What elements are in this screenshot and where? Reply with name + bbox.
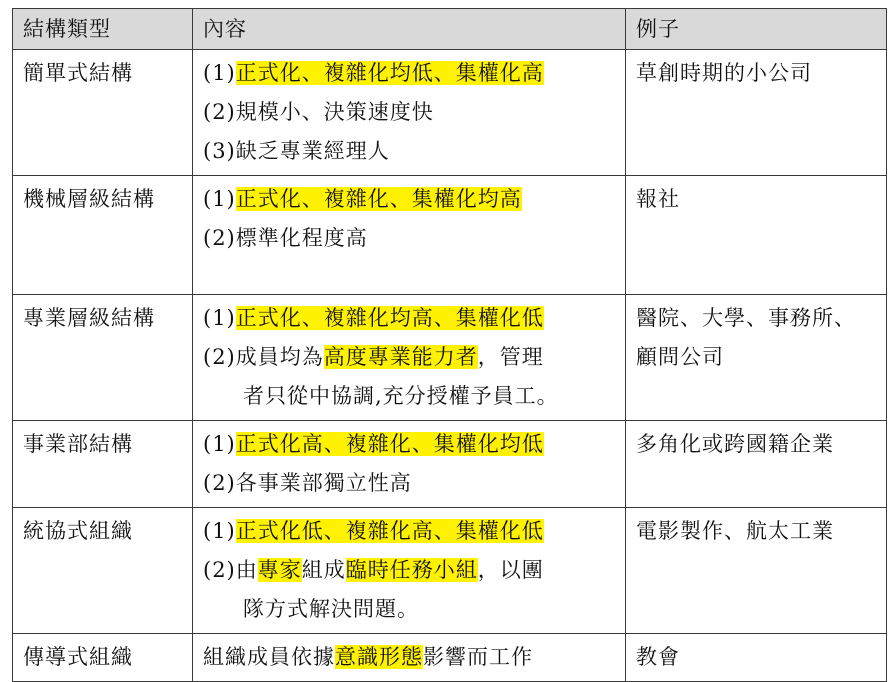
example-cell bbox=[626, 634, 887, 682]
content-text: (2)標準化程度高 bbox=[203, 226, 368, 250]
content-text: (2)成員均為 bbox=[203, 345, 324, 369]
table-row bbox=[13, 634, 887, 682]
content-line bbox=[203, 299, 615, 338]
header-content: 內容 bbox=[193, 9, 626, 50]
content-cell bbox=[193, 421, 626, 508]
content-text: (2)由 bbox=[203, 558, 258, 582]
content-line bbox=[203, 590, 615, 629]
highlighted-text: 高度專業能力者 bbox=[323, 345, 478, 369]
example-text: 草創時期的小公司 bbox=[636, 61, 812, 85]
content-line bbox=[203, 512, 615, 551]
content-cell bbox=[193, 50, 626, 176]
content-text: (1) bbox=[203, 61, 236, 85]
content-cell bbox=[193, 508, 626, 634]
table-row bbox=[13, 508, 887, 634]
content-cell bbox=[193, 634, 626, 682]
table-row bbox=[13, 421, 887, 508]
highlighted-text: 正式化、複雜化、集權化均高 bbox=[235, 187, 522, 211]
content-text: (3)缺乏專業經理人 bbox=[203, 139, 390, 163]
highlighted-text: 正式化高、複雜化、集權化均低 bbox=[235, 432, 544, 456]
content-text: 影響而工作 bbox=[423, 645, 533, 669]
structure-type-cell: 統協式組織 bbox=[13, 508, 193, 634]
example-text: 電影製作、航太工業 bbox=[636, 519, 834, 543]
content-line bbox=[203, 551, 615, 590]
table-row bbox=[13, 176, 887, 295]
table-row bbox=[13, 295, 887, 421]
table-row bbox=[13, 50, 887, 176]
content-line bbox=[203, 132, 615, 171]
content-cell bbox=[193, 295, 626, 421]
highlighted-text: 臨時任務小組 bbox=[345, 558, 478, 582]
highlighted-text: 正式化、複雜化均低、集權化高 bbox=[235, 61, 544, 85]
content-line bbox=[203, 464, 615, 503]
highlighted-text: 意識形態 bbox=[335, 645, 423, 669]
content-text: 組織成員依據 bbox=[203, 645, 335, 669]
example-text: 教會 bbox=[636, 645, 680, 669]
example-text: 報社 bbox=[636, 187, 680, 211]
content-line bbox=[203, 638, 615, 677]
content-text: (1) bbox=[203, 187, 236, 211]
header-type: 結構類型 bbox=[13, 9, 193, 50]
content-cell bbox=[193, 176, 626, 295]
example-cell bbox=[626, 508, 887, 634]
example-cell bbox=[626, 176, 887, 295]
example-cell bbox=[626, 50, 887, 176]
content-text: (2)各事業部獨立性高 bbox=[203, 471, 412, 495]
content-text: ，管理 bbox=[477, 345, 544, 369]
content-text: (2)規模小、決策速度快 bbox=[203, 100, 434, 124]
content-text: 隊方式解決問題。 bbox=[243, 597, 419, 621]
content-line bbox=[203, 338, 615, 377]
header-example: 例子 bbox=[626, 9, 887, 50]
header-row bbox=[13, 9, 887, 50]
structure-types-table bbox=[12, 8, 887, 682]
example-text: 多角化或跨國籍企業 bbox=[636, 432, 834, 456]
example-text: 顧問公司 bbox=[636, 345, 724, 369]
content-line bbox=[203, 180, 615, 219]
content-line bbox=[203, 377, 615, 416]
example-text: 醫院、大學、事務所、 bbox=[636, 306, 856, 330]
content-text: (1) bbox=[203, 519, 236, 543]
content-line bbox=[203, 54, 615, 93]
content-line bbox=[203, 93, 615, 132]
table-body bbox=[13, 50, 887, 682]
structure-type-cell: 專業層級結構 bbox=[13, 295, 193, 421]
content-text: 者只從中協調,充分授權予員工。 bbox=[243, 384, 559, 408]
content-text: (1) bbox=[203, 432, 236, 456]
content-text: ，以團 bbox=[477, 558, 544, 582]
structure-type-cell: 傳導式組織 bbox=[13, 634, 193, 682]
highlighted-text: 正式化低、複雜化高、集權化低 bbox=[235, 519, 544, 543]
example-cell bbox=[626, 421, 887, 508]
content-line bbox=[203, 219, 615, 258]
highlighted-text: 專家 bbox=[257, 558, 302, 582]
highlighted-text: 正式化、複雜化均高、集權化低 bbox=[235, 306, 544, 330]
example-cell bbox=[626, 295, 887, 421]
content-text: (1) bbox=[203, 306, 236, 330]
structure-type-cell: 機械層級結構 bbox=[13, 176, 193, 295]
content-line bbox=[203, 425, 615, 464]
content-text: 組成 bbox=[301, 558, 346, 582]
structure-type-cell: 事業部結構 bbox=[13, 421, 193, 508]
structure-type-cell: 簡單式結構 bbox=[13, 50, 193, 176]
